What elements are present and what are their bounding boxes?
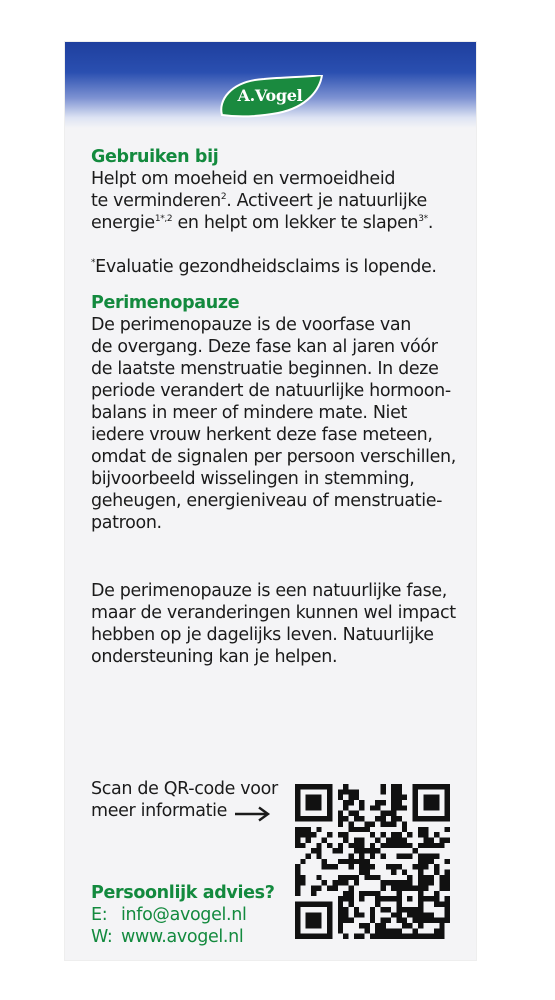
logo-text: A.Vogel bbox=[237, 86, 303, 105]
paragraph-line: ondersteuning kan je helpen. bbox=[91, 647, 338, 667]
perimenopause-paragraph-2 bbox=[91, 580, 471, 668]
footnote-marker: * bbox=[91, 258, 96, 268]
perimenopause-section bbox=[91, 292, 471, 534]
usage-text: . bbox=[427, 213, 434, 233]
footnote bbox=[91, 256, 471, 278]
paragraph-line: omdat de signalen per persoon verschillen, bbox=[91, 447, 456, 467]
email-link[interactable]: info@avogel.nl bbox=[121, 905, 247, 925]
footnote-marker: 1*,2 bbox=[154, 214, 173, 224]
footnote-marker: 2 bbox=[220, 192, 227, 202]
paragraph-line: bijvoorbeeld wisselingen in stemming, bbox=[91, 469, 415, 489]
paragraph-line: maar de veranderingen kunnen wel impact bbox=[91, 603, 456, 623]
qr-caption-line: meer informatie bbox=[91, 801, 228, 821]
contact-heading: Persoonlijk advies? bbox=[91, 883, 275, 903]
web-label: W: bbox=[91, 927, 113, 947]
contact-section bbox=[91, 882, 471, 948]
usage-heading: Gebruiken bij bbox=[91, 147, 219, 167]
usage-line bbox=[91, 212, 471, 234]
paragraph-line: balans in meer of mindere mate. Niet bbox=[91, 403, 407, 423]
usage-text: te verminderen bbox=[91, 191, 221, 211]
usage-line bbox=[91, 190, 471, 212]
paragraph-line: hebben op je dagelijks leven. Natuurlijke bbox=[91, 625, 434, 645]
paragraph-line: geheugen, energieniveau of menstruatie- bbox=[91, 491, 443, 511]
website-link[interactable]: www.avogel.nl bbox=[121, 927, 244, 947]
arrow-right-icon bbox=[234, 806, 272, 822]
paragraph-line: De perimenopauze is de voorfase van bbox=[91, 315, 411, 335]
perimenopause-heading: Perimenopauze bbox=[91, 293, 240, 313]
avogel-logo bbox=[216, 75, 324, 119]
paragraph-line: patroon. bbox=[91, 513, 162, 533]
footnote-text: Evaluatie gezondheidsclaims is lopende. bbox=[95, 257, 437, 277]
email-label: E: bbox=[91, 905, 108, 925]
paragraph-line: iedere vrouw herkent deze fase meteen, bbox=[91, 425, 433, 445]
usage-text: en helpt om lekker te slapen bbox=[172, 213, 419, 233]
paragraph-line: De perimenopauze is een natuurlijke fase, bbox=[91, 581, 447, 601]
package-panel bbox=[65, 42, 476, 960]
qr-caption-line: Scan de QR-code voor bbox=[91, 779, 278, 799]
paragraph-line: de laatste menstruatie beginnen. In deze bbox=[91, 359, 439, 379]
footnote-marker: 3* bbox=[418, 214, 428, 224]
paragraph-line: de overgang. Deze fase kan al jaren vóór bbox=[91, 337, 438, 357]
usage-text: . Activeert je natuurlijke bbox=[226, 191, 427, 211]
paragraph-line: periode verandert de natuurlijke hormoon- bbox=[91, 381, 451, 401]
usage-text: energie bbox=[91, 213, 155, 233]
contact-web-row bbox=[91, 926, 471, 948]
usage-line: Helpt om moeheid en vermoeidheid bbox=[91, 169, 396, 189]
contact-email-row bbox=[91, 904, 471, 926]
usage-section bbox=[91, 146, 471, 234]
